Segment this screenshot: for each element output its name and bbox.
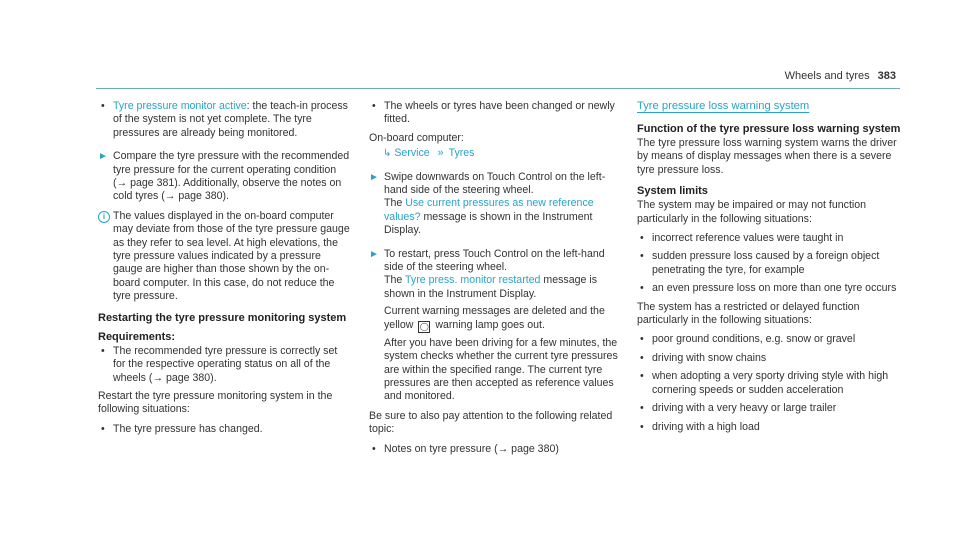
instruction-step: ► To restart, press Touch Control on the left-hand side of the steering wheel. The Tyre press. monitor restarted message is shown in the Instrument Display. Current warning messages are deleted and the yellow ◯ warning lamp goes out. After you have been driving for a few minutes, the system checks whether the current tyre pressures are within the specified range. The current tyre pressures are then accepted as reference values and monitored. (369, 247, 618, 403)
instruction-step: ► Compare the tyre pressure with the recommended tyre pressure for the current operating condition (→ page 381). Additionally, observe the notes on cold tyres (→ page 380). (98, 150, 350, 203)
page-number: 383 (877, 70, 896, 82)
paragraph: The system may be impaired or may not function particularly in the following situations: (637, 199, 867, 225)
tyre-warning-lamp-icon: ◯ (419, 321, 429, 331)
limits-heading: System limits (637, 185, 708, 198)
requirements-heading: Requirements: (98, 330, 176, 343)
menu-arrow-icon: ↳ (383, 148, 392, 160)
menu-service: Service (394, 147, 430, 160)
paragraph: On-board computer: (369, 131, 464, 144)
list-item: • driving with a very heavy or large trailer (637, 402, 903, 415)
double-chevron-icon: » (437, 147, 444, 160)
display-message: Use current pressures as new reference values? (384, 197, 594, 223)
list-item: • driving with snow chains (637, 352, 903, 365)
running-header (785, 70, 896, 83)
step-arrow-icon: ► (369, 171, 379, 183)
list-item: • The tyre pressure has changed. (98, 423, 352, 436)
column-3 (637, 100, 903, 439)
list-item: • poor ground conditions, e.g. snow or gravel (637, 333, 903, 346)
paragraph: The system has a restricted or delayed function particularly in the following situations: (637, 300, 860, 327)
info-note: i The values displayed in the on-board computer may deviate from those of the tyre pressure gauge as they refer to sea level. At high elevations, the tyre pressure values indicated by a pressure gauge are higher than those shown by the on-board computer. In this case, do not reduce the tyre pressure. (98, 210, 352, 304)
section-title: Wheels and tyres (784, 70, 870, 82)
list-item: • when adopting a very sporty driving style with high cornering speeds or sudden acceleration (637, 370, 903, 397)
header-rule (96, 88, 900, 89)
column-2 (369, 100, 623, 461)
paragraph: Restart the tyre pressure monitoring system in the following situations: (98, 389, 333, 416)
menu-tyres: Tyres (448, 147, 475, 160)
paragraph: Be sure to also pay attention to the following related topic: (369, 409, 613, 436)
menu-path (383, 147, 623, 160)
info-icon: i (98, 211, 110, 223)
list-item: • an even pressure loss on more than one tyre occurs (637, 282, 903, 295)
list-item: • Notes on tyre pressure (→ page 380) (369, 443, 623, 456)
step-arrow-icon: ► (369, 248, 379, 260)
list-item: • Tyre pressure monitor active: the teach-in process of the system is not yet complete. The tyre pressures are already being monitored. (98, 100, 352, 140)
display-message: Tyre pressure monitor active (113, 100, 247, 112)
display-message: Tyre press. monitor restarted (405, 274, 541, 287)
list-item: • sudden pressure loss caused by a foreign object penetrating the tyre, for example (637, 250, 903, 277)
instruction-step: ► Swipe downwards on Touch Control on the left-hand side of the steering wheel. The Use current pressures as new reference values? message is shown in the Instrument Display. (369, 170, 606, 237)
list-item: • The wheels or tyres have been changed or newly fitted. (369, 100, 623, 127)
section-title: Tyre pressure loss warning system (637, 100, 810, 112)
step-arrow-icon: ► (98, 151, 108, 163)
section-heading: Restarting the tyre pressure monitoring system (98, 311, 347, 324)
list-item: • incorrect reference values were taught in (637, 232, 903, 245)
list-item: • The recommended tyre pressure is correctly set for the respective operating status on all of the wheels (→ page 380). (98, 345, 352, 385)
paragraph: The tyre pressure loss warning system warns the driver by means of display messages when there is a severe tyre pressure loss. (637, 137, 897, 176)
function-heading: Function of the tyre pressure loss warning system (637, 123, 901, 135)
column-1 (98, 100, 352, 441)
list-item: • driving with a high load (637, 421, 903, 434)
